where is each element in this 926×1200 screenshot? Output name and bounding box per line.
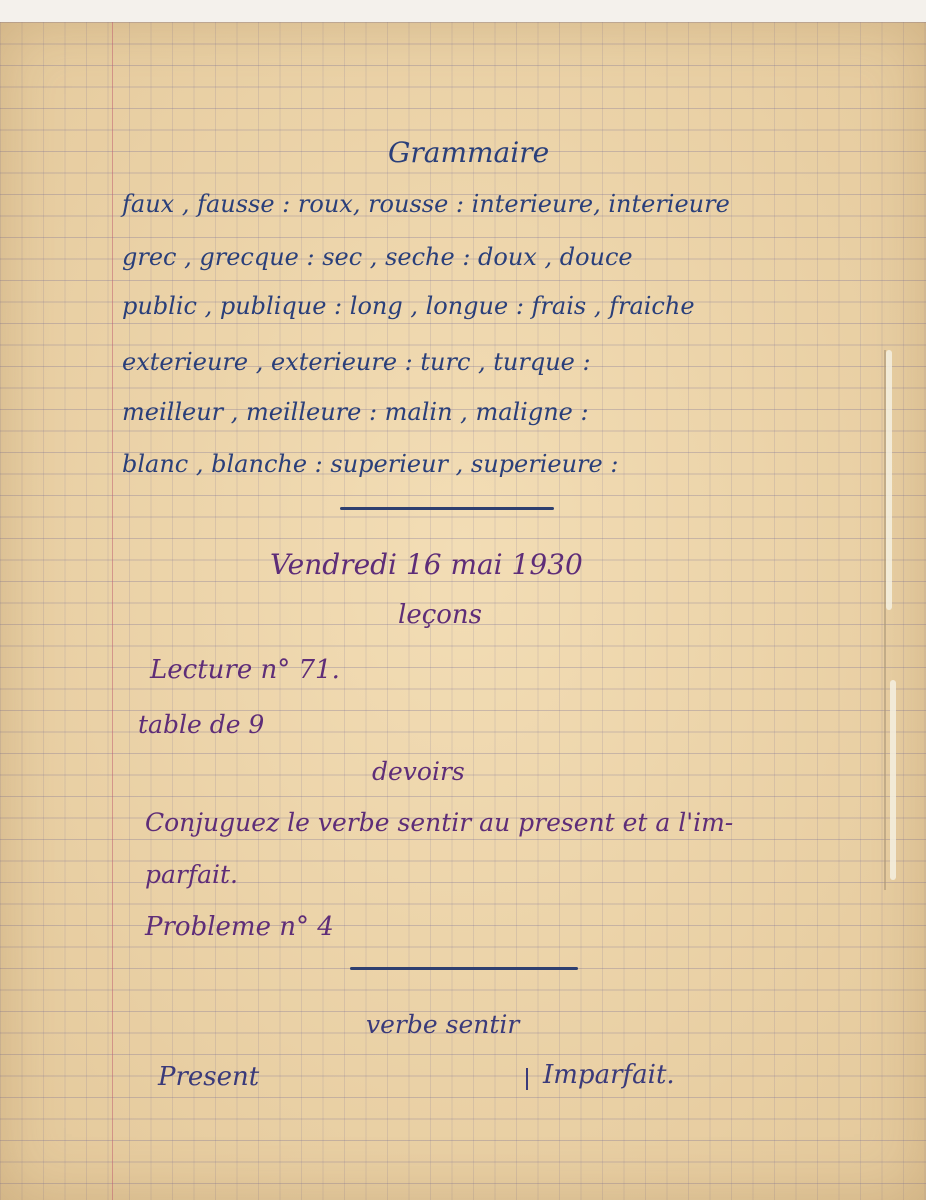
tense-imparfait: Imparfait. [543,1060,675,1090]
lesson-item: table de 9 [138,710,265,739]
homework-line: Conjuguez le verbe sentir au present et a l'im- [145,808,734,837]
column-separator [526,1068,528,1090]
lesson-item: Lecture n° 71. [150,655,340,685]
margin-line [112,22,113,1200]
section-title: Grammaire [388,136,550,169]
grammar-line: exterieure , exterieure : turc , turque : [122,348,591,376]
page-binding [884,350,900,890]
homework-line: Probleme n° 4 [145,912,334,942]
binding-thread [886,350,892,610]
homework-heading: devoirs [372,757,465,786]
grammar-line: blanc , blanche : superieur , superieure : [122,450,619,478]
divider-rule [350,967,578,970]
grammar-line: meilleur , meilleure : malin , maligne : [122,398,589,426]
grammar-line: grec , grecque : sec , seche : doux , douce [122,243,633,271]
date-line: Vendredi 16 mai 1930 [270,548,583,581]
divider-rule [340,507,554,510]
binding-thread [890,680,896,880]
lessons-heading: leçons [398,600,483,630]
homework-line: parfait. [145,860,239,889]
verb-heading: verbe sentir [366,1010,520,1039]
grammar-line: faux , fausse : roux, rousse : interieure, interieure [122,190,730,218]
grammar-line: public , publique : long , longue : frais , fraiche [122,292,695,320]
tense-present: Present [158,1062,260,1092]
